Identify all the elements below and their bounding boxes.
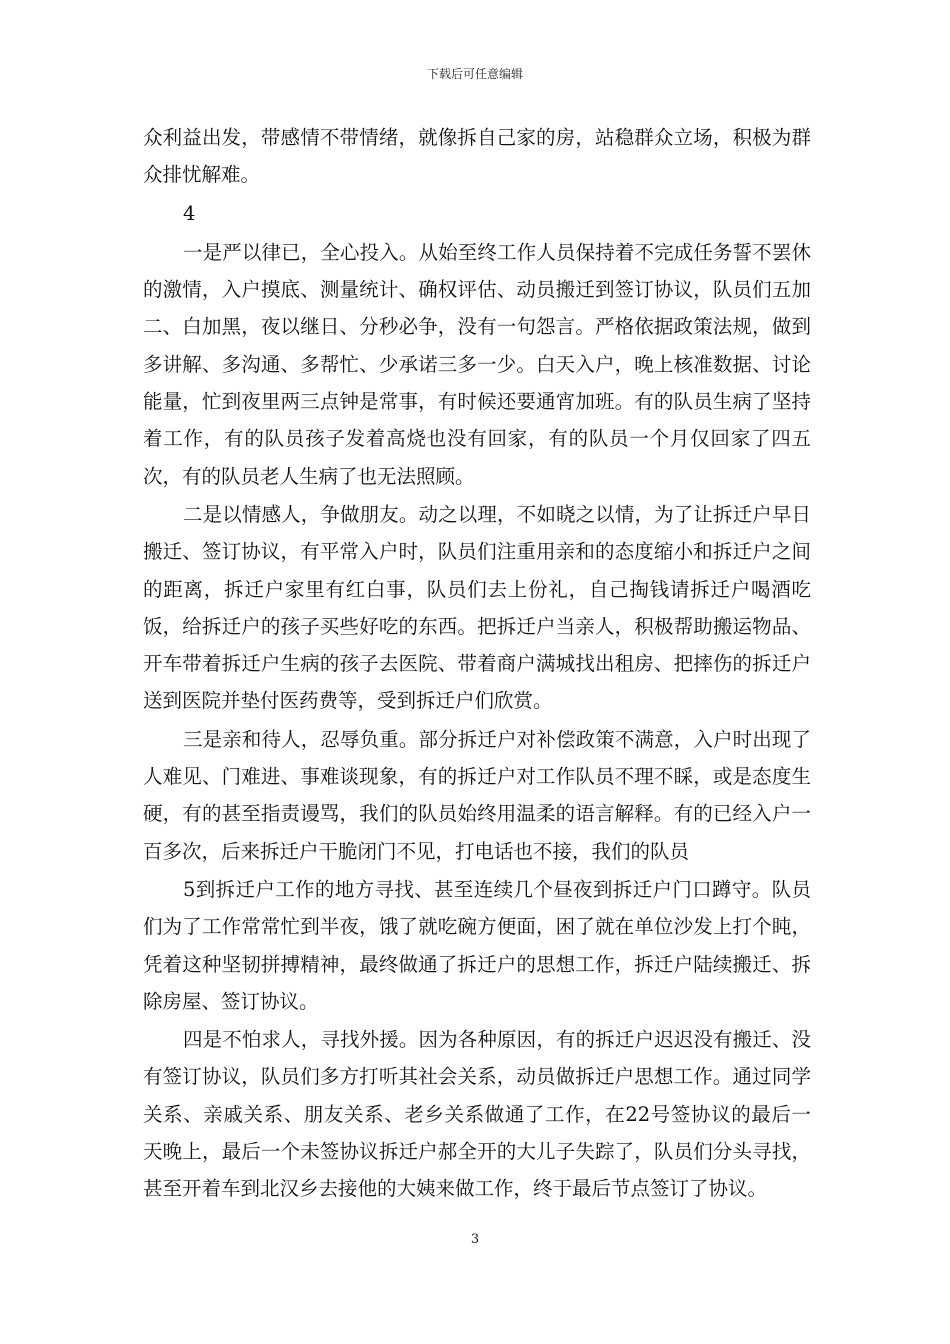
paragraph-point-three: 三是亲和待人，忍辱负重。部分拆迁户对补偿政策不满意，入户时出现了人难见、门难进、事难谈现象，有的拆迁户对工作队员不理不睬，或是态度生硬，有的甚至指责谩骂，我们的队员始终用温柔的语言解释。有的已经入户一百多次，后来拆迁户干脆闭门不见，打电话也不接，我们的队员	[143, 727, 811, 863]
document-body	[143, 119, 811, 1209]
paragraph-point-three-continued: 5到拆迁户工作的地方寻找、甚至连续几个昼夜到拆迁户门口蹲守。队员们为了工作常常忙到半夜，饿了就吃碗方便面，困了就在单位沙发上打个盹，凭着这种坚韧拼搏精神，最终做通了拆迁户的思想工作，拆迁户陆续搬迁、拆除房屋、签订协议。	[143, 877, 811, 1013]
paragraph-point-two: 二是以情感人，争做朋友。动之以理，不如晓之以情，为了让拆迁户早日搬迁、签订协议，有平常入户时，队员们注重用亲和的态度缩小和拆迁户之间的距离，拆迁户家里有红白事，队员们去上份礼，自己掏钱请拆迁户喝酒吃饭，给拆迁户的孩子买些好吃的东西。把拆迁户当亲人，积极帮助搬运物品、开车带着拆迁户生病的孩子去医院、带着商户满城找出租房、把摔伤的拆迁户送到医院并垫付医药费等，受到拆迁户们欣赏。	[143, 502, 811, 713]
paragraph-continuation: 众利益出发，带感情不带情绪，就像拆自己家的房，站稳群众立场，积极为群众排忧解难。	[143, 126, 811, 187]
page-number: 3	[470, 1232, 480, 1247]
paragraph-point-four: 四是不怕求人，寻找外援。因为各种原因，有的拆迁户迟迟没有搬迁、没有签订协议，队员们多方打听其社会关系，动员做拆迁户思想工作。通过同学关系、亲戚关系、朋友关系、老乡关系做通了工作，在22号签协议的最后一天晚上，最后一个未签协议拆迁户郝全开的大儿子失踪了，队员们分头寻找，甚至开着车到北汉乡去接他的大姨来做工作，终于最后节点签订了协议。	[143, 1028, 811, 1201]
page-marker: 4	[183, 201, 196, 225]
page-header: 下载后可任意编辑	[426, 67, 523, 81]
paragraph-point-one: 一是严以律已，全心投入。从始至终工作人员保持着不完成任务誓不罢休的激情，入户摸底、测量统计、确权评估、动员搬迁到签订协议，队员们五加二、白加黑，夜以继日、分秒必争，没有一句怨言。严格依据政策法规，做到多讲解、多沟通、多帮忙、少承诺三多一少。白天入户，晚上核准数据、讨论能量，忙到夜里两三点钟是常事，有时候还要通宵加班。有的队员生病了坚持着工作，有的队员孩子发着高烧也没有回家，有的队员一个月仅回家了四五次，有的队员老人生病了也无法照顾。	[143, 240, 811, 488]
